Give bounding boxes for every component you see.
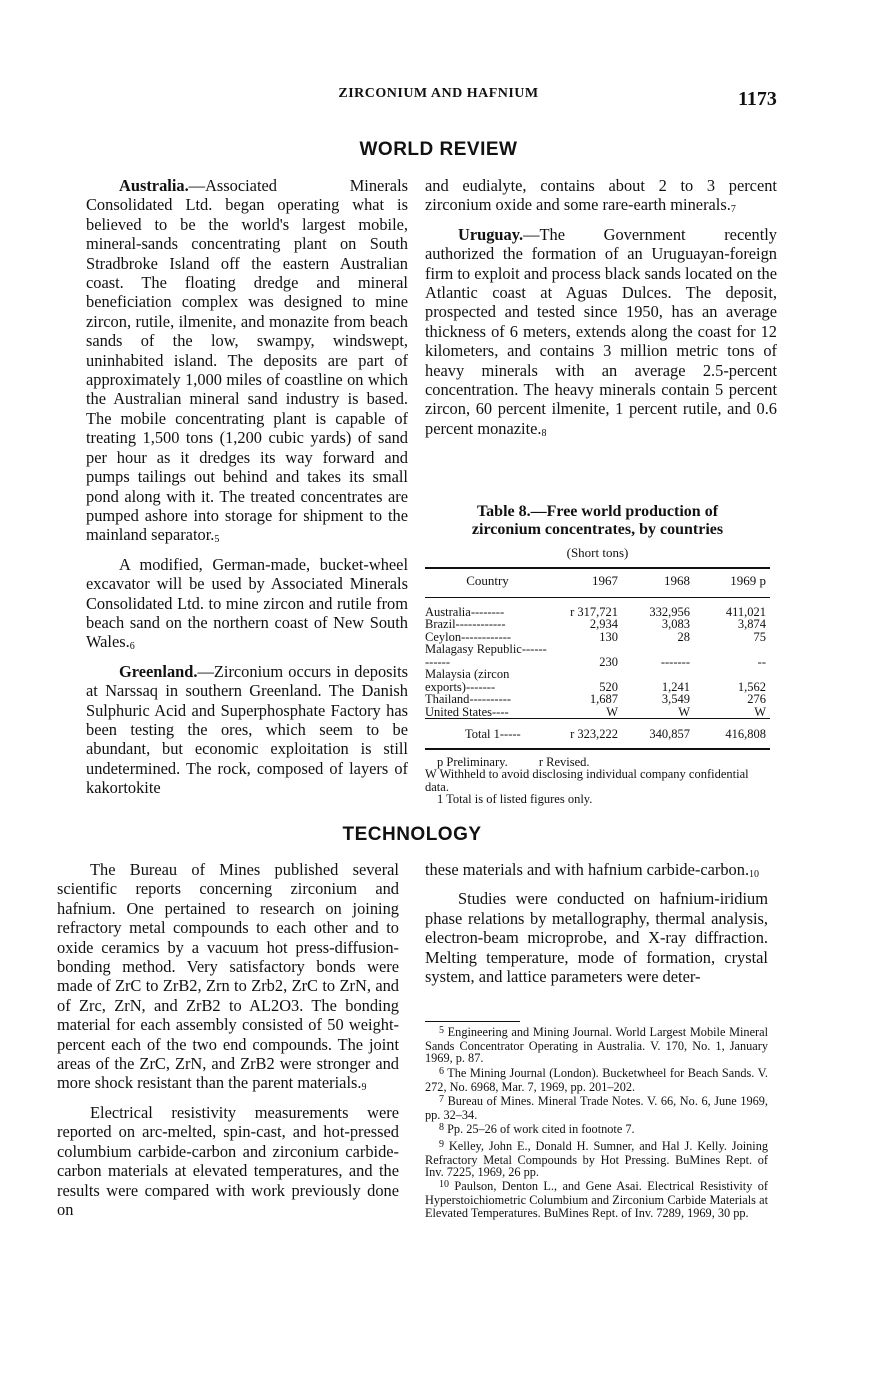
- cell-1967: 1,687: [589, 692, 618, 706]
- col-header-1968: 1968: [622, 568, 694, 597]
- technology-paragraph-1: [57, 860, 399, 1096]
- cell-total-1967: r 323,222: [550, 719, 622, 749]
- cell-1968: -------: [660, 654, 690, 669]
- cell-country: United States----: [425, 704, 509, 719]
- technology-paragraph-2: Electrical resistivity measurements were reported on arc-melted, spin-cast, and hot-pressed columbium carbide-carbon and zirconium carbide-carbon materials at elevated temperatures, and the results were compared with work previously done on: [57, 1102, 399, 1219]
- footnote-ref-9: 9: [361, 1082, 367, 1094]
- page-number: 1173: [738, 88, 777, 110]
- greenland-lead: Greenland.: [119, 661, 198, 681]
- german-text: A modified, German-made, bucket-wheel excavator will be used by Associated Minerals Consolidated Ltd. to mine zircon and rutile from beach sand on the northern coast of New South Wales.: [86, 554, 408, 652]
- cell-1968: 332,956: [649, 604, 690, 619]
- table-units: (Short tons): [566, 545, 629, 560]
- technology-paragraph-2-continuation: [425, 860, 768, 882]
- tech-p2-cont-text: these materials and with hafnium carbide-carbon.: [425, 860, 750, 879]
- cell-total-1968: 340,857: [622, 719, 694, 749]
- cell-1969: 411,021: [725, 604, 766, 619]
- australia-text: —Associated Minerals Consolidated Ltd. began operating what is believed to be the world's largest mobile, mineral-sands concentrating plant on South Stradbroke Island off the eastern Australian coast. The floating dredge and mineral beneficiation complex was designed to mine zircon, rutile, ilmenite, and monazite from beach sands of the low, swampy, windswept, uninhabited island. The deposits are part of approximately 1,000 miles of coastline on which the Australian mineral sand industry is based. The mobile concentrating plant is capable of treating 1,500 tons (1,200 cubic yards) of sand per hour as it dredges its way forward and pumps tailings out behind and takes its small pond along with it. The treated concentrates are pumped ashore into storage for shipment to the mainland separator.: [86, 176, 408, 545]
- table-row: [425, 668, 770, 693]
- uruguay-lead: Uruguay.: [458, 224, 524, 244]
- cell-1968: 3,083: [661, 617, 690, 631]
- col-header-country: Country: [425, 568, 550, 597]
- technology-heading: TECHNOLOGY: [342, 824, 482, 845]
- table-row: [425, 643, 770, 668]
- cell-country: Thailand----------: [425, 692, 512, 706]
- cell-country: Australia--------: [425, 604, 505, 619]
- cell-country: Malaysia (zircon exports)-------: [425, 667, 510, 694]
- cell-1969: 3,874: [737, 617, 766, 631]
- cell-1967: W: [606, 704, 618, 719]
- col-header-1969: 1969 p: [694, 568, 770, 597]
- table-notes: [425, 756, 770, 806]
- cell-country: Ceylon------------: [425, 629, 512, 644]
- cell-1969: W: [754, 704, 766, 719]
- australia-paragraph: [86, 176, 408, 548]
- footnote-ref-7: 7: [730, 204, 736, 216]
- technology-left-column: [57, 860, 399, 1219]
- cell-1969: 276: [747, 692, 766, 706]
- footnote-number: 5: [439, 1025, 444, 1036]
- world-review-heading: WORLD REVIEW: [359, 139, 518, 160]
- german-excavator-paragraph: [86, 555, 408, 655]
- australia-lead: Australia.: [119, 176, 189, 195]
- footnote-ref-10: 10: [749, 869, 760, 880]
- greenland-cont-text: and eudialyte, contains about 2 to 3 percent zirconium oxide and some rare-earth minerals.: [425, 176, 777, 215]
- table-caption-line-1: Table 8.—Free world production of: [476, 503, 719, 520]
- cell-1968: 28: [677, 629, 690, 644]
- footnote-5: [425, 1026, 768, 1065]
- table-body: [425, 597, 770, 749]
- technology-paragraph-3: Studies were conducted on hafnium-iridium phase relations by metallography, thermal analysis, electron-beam microprobe, and X-ray diffraction. Melting temperature, mode of formation, crystal system, and lattice parameters were deter-: [425, 889, 768, 987]
- cell-1967: 130: [599, 629, 618, 644]
- world-review-left-column: [86, 176, 408, 798]
- table-row: [425, 706, 770, 719]
- note-withheld: W Withheld to avoid disclosing individual company confidential data.: [425, 767, 749, 794]
- cell-country: Malagasy Republic------------: [425, 642, 547, 669]
- note-revised: r Revised.: [538, 754, 590, 769]
- greenland-continuation: [425, 176, 777, 218]
- uruguay-text: —The Government recently authorized the formation of an Uruguayan-foreign firm to exploit and process black sands located on the Atlantic coast at Aguas Dulces. The deposit, prospected and tested since 1950, has an average thickness of 6 meters, extends along the coast for 12 kilometers, and contains 3 million metric tons of heavy minerals with an average 2.5-percent concentration. The heavy minerals contain 5 percent zircon, 60 percent ilmenite, 1 percent rutile, and 0.6 percent monazite.: [425, 224, 777, 438]
- table-caption-line-2: zirconium concentrates, by countries: [471, 521, 724, 538]
- greenland-paragraph: [86, 662, 408, 798]
- footnote-number: 10: [439, 1179, 449, 1191]
- footnote-text: Pp. 25–26 of work cited in footnote 7.: [447, 1122, 635, 1137]
- footnote-10: [425, 1180, 768, 1219]
- cell-total-1969: 416,808: [694, 719, 770, 749]
- footnote-ref-5: 5: [214, 534, 220, 546]
- cell-1969: --: [757, 654, 766, 669]
- cell-1968: W: [678, 704, 690, 719]
- footnote-text: Kelley, John E., Donald H. Sumner, and Hal J. Kelly. Joining Refractory Metal Compounds by Hot Pressing. BuMines Rept. of Inv. 7225, 1969, 26 pp.: [425, 1138, 768, 1180]
- footnote-6: [425, 1067, 768, 1093]
- technology-right-column: [425, 860, 768, 986]
- cell-1968: 1,241: [661, 679, 690, 694]
- footnote-rule: [425, 1021, 520, 1022]
- note-preliminary: p Preliminary.: [437, 754, 508, 769]
- footnote-text: Paulson, Denton L., and Gene Asai. Electrical Resistivity of Hyperstoichiometric Columbium and Zirconium Carbide Materials at Elevated Temperatures. BuMines Rept. of Inv. 7289, 1969, 30 pp.: [425, 1179, 768, 1220]
- table-header-row: [425, 568, 770, 597]
- footnote-number: 7: [439, 1094, 444, 1106]
- production-table: [425, 567, 770, 750]
- note-total: 1 Total is of listed figures only.: [437, 792, 593, 806]
- table-total-row: [425, 719, 770, 749]
- greenland-text: —Zirconium occurs in deposits at Narssaq in southern Greenland. The Danish Sulphuric Acid and Superphosphate Factory has been testing the ores, which seem to be abundant, but economic exploitation is still undetermined. The rock, composed of layers of kakortokite: [86, 661, 408, 798]
- footnote-7: [425, 1095, 768, 1121]
- world-review-right-column: [425, 176, 777, 441]
- tech-p1-text: The Bureau of Mines published several scientific reports concerning zirconium and hafnium. One pertained to research on joining refractory metal compounds to each other and to oxide ceramics by a vacuum hot press-diffusion-bonding method. Very satisfactory bonds were made of ZrC to ZrB2, Zrn to Zrb2, ZrC to ZrN, and of Zrc, ZrN, and ZrB2 to AL2O3. The bonding material for each assembly consisted of 50 weight-percent each of the two end compounds. The joint areas of the ZrC, ZrN, and ZrB2 were stronger and more shock resistant than the parent materials.: [57, 860, 399, 1093]
- footnote-number: 9: [439, 1138, 444, 1150]
- footnote-ref-8: 8: [541, 427, 547, 439]
- footnote-number: 6: [439, 1065, 444, 1077]
- cell-1967: r 317,721: [570, 604, 618, 619]
- cell-country: Brazil------------: [425, 617, 506, 631]
- footnote-ref-6: 6: [129, 641, 135, 653]
- table-row: [425, 597, 770, 618]
- footnote-8: [425, 1123, 768, 1137]
- uruguay-paragraph: [425, 225, 777, 441]
- cell-1968: 3,549: [661, 692, 690, 706]
- footnote-text: Bureau of Mines. Mineral Trade Notes. V. 66, No. 6, June 1969, pp. 32–34.: [425, 1094, 768, 1123]
- cell-1969: 1,562: [737, 679, 766, 694]
- cell-1967: 520: [599, 679, 618, 694]
- table-8: [425, 503, 770, 806]
- footnotes: [425, 1026, 768, 1219]
- cell-total-label: Total 1-----: [425, 719, 550, 749]
- footnote-9: [425, 1140, 768, 1179]
- footnote-number: 8: [439, 1122, 444, 1134]
- cell-1969: 75: [753, 629, 766, 644]
- cell-1967: 230: [599, 654, 618, 669]
- col-header-1967: 1967: [550, 568, 622, 597]
- footnote-text: Engineering and Mining Journal. World Largest Mobile Mineral Sands Concentrator Operating in Australia. V. 170, No. 1, January 1969, p. 87.: [425, 1025, 768, 1066]
- footnote-text: The Mining Journal (London). Bucketwheel for Beach Sands. V. 272, No. 6968, Mar. 7, 1969, pp. 201–202.: [425, 1065, 768, 1094]
- running-title: ZIRCONIUM AND HAFNIUM: [338, 86, 539, 101]
- cell-1967: 2,934: [589, 617, 618, 631]
